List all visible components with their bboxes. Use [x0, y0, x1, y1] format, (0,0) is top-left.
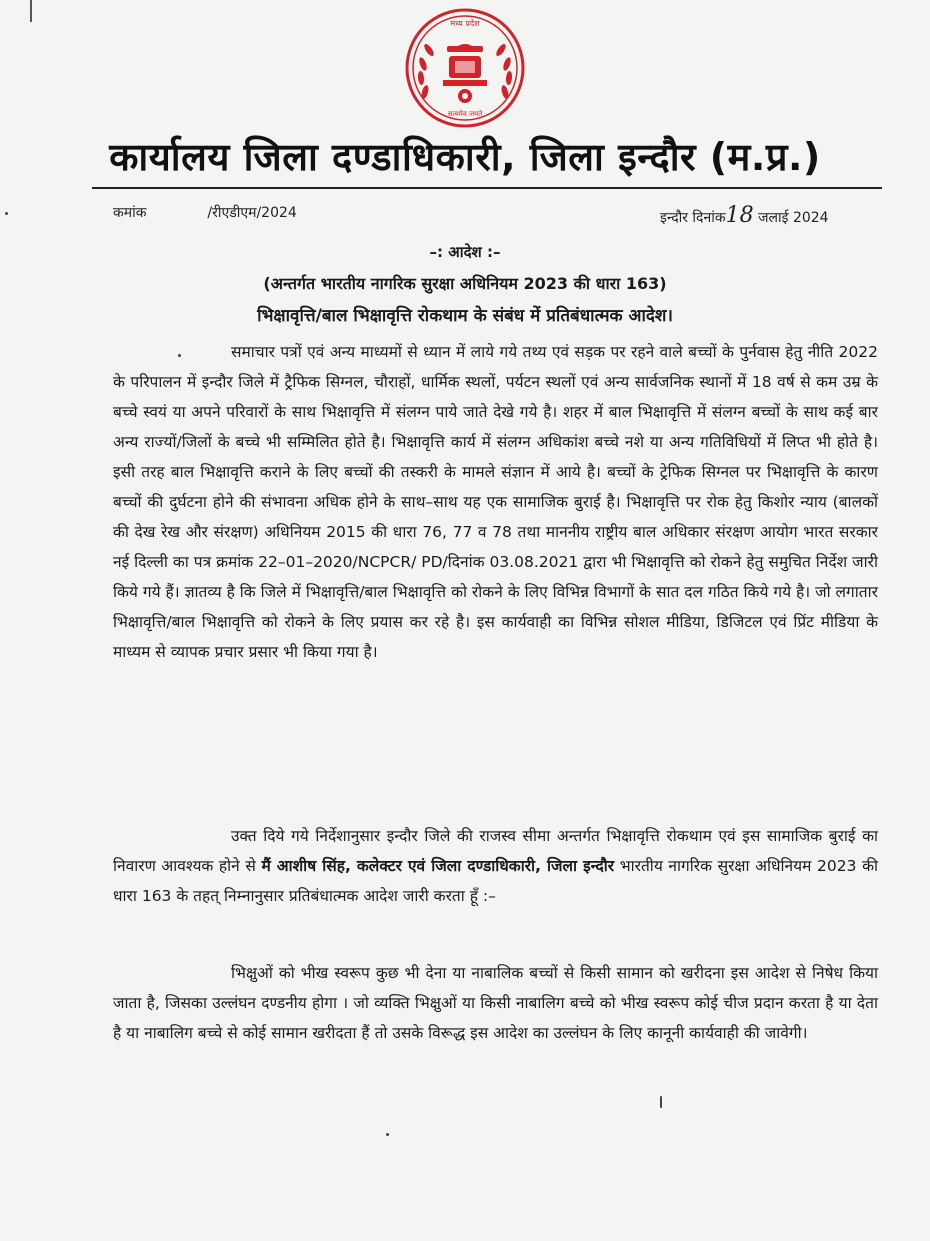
collector-name: मैं आशीष सिंह, कलेक्टर एवं जिला दण्डाधिकारी, जिला इन्दौर: [261, 857, 615, 875]
order-heading: –: आदेश :–: [429, 243, 501, 261]
body-paragraph-2: [113, 821, 878, 911]
seal-bottom-text: सत्यमेव जयते: [447, 110, 483, 118]
body-paragraph-3: [113, 958, 878, 1048]
order-subject: भिक्षावृत्ति/बाल भिक्षावृत्ति रोकथाम के संबंध में प्रतिबंधात्मक आदेश।: [257, 306, 673, 326]
act-reference: (अन्तर्गत भारतीय नागरिक सुरक्षा अधिनियम 2023 की धारा 163): [263, 274, 667, 293]
scan-speck: [386, 1133, 389, 1136]
paragraph-2-text-b: भारतीय नागरिक सुरक्षा अधिनियम 2023 की धारा 163 के तहत् निम्नानुसार प्रतिबंधात्मक आदेश जारी करता हूँ :–: [113, 857, 878, 905]
paragraph-2-text-a: उक्त दिये गये निर्देशानुसार इन्दौर जिले की राजस्व सीमा अन्तर्गत भिक्षावृत्ति रोकथाम एवं इस सामाजिक बुराई का निवारण आवश्यक होने से: [113, 827, 878, 875]
scan-speck: [178, 354, 181, 357]
paragraph-3-text: भिक्षुओं को भीख स्वरूप कुछ भी देना या नाबालिक बच्चों से किसी सामान को खरीदना इस आदेश से निषेध किया जाता है, जिसका उल्लंघन दण्डनीय होगा । जो व्यक्ति भिक्षुओं या किसी नाबालिग बच्चे को भीख स्वरूप कोई चीज प्रदान करता है या देता है या नाबालिग बच्चे से कोई सामान खरीदता हैं तो उसके विरूद्ध इस आदेश का उल्लंघन के लिए कानूनी कार्यवाही की जावेगी।: [113, 964, 878, 1042]
government-seal: [403, 6, 527, 130]
seal-top-text: मध्य प्रदेश: [450, 19, 480, 28]
scan-speck: [5, 212, 8, 215]
header-divider: [92, 187, 882, 189]
date-day-handwritten: 18: [725, 203, 754, 228]
scan-margin-mark: [30, 0, 32, 22]
seal-icon: [403, 6, 527, 130]
body-paragraph-1: [113, 337, 878, 667]
date-rest: जलाई 2024: [758, 210, 829, 226]
order-date: [660, 203, 829, 228]
ref-suffix: /रीएडीएम/2024: [207, 205, 297, 221]
paragraph-1-text: समाचार पत्रों एवं अन्य माध्यमों से ध्यान में लाये गये तथ्य एवं सड़क पर रहने वाले बच्चों के पुर्नवास हेतु नीति 2022 के परिपालन में इन्दौर जिले में ट्रैफिक सिग्नल, चौराहों, धार्मिक स्थलों, पर्यटन स्थलों एवं अन्य सार्वजनिक स्थानों में 18 वर्ष से कम उम्र के बच्चे स्वयं या अपने परिवारों के साथ भिक्षावृत्ति में संलग्न पाये जाते देखे गये है। शहर में बाल भिक्षावृत्ति में संलग्न बच्चों के साथ कई बार अन्य राज्यों/जिलों के बच्चे भी सम्मिलित होते है। भिक्षावृत्ति कार्य में संलग्न अधिकांश बच्चे नशे या अन्य गतिविधियों में लिप्त भी होते है। इसी तरह बाल भिक्षावृत्ति कराने के लिए बच्चों की तस्करी के मामले संज्ञान में आये है। बच्चों के ट्रेफिक सिग्नल पर भिक्षावृत्ति के कारण बच्चों की दुर्घटना होने की संभावना अधिक होने के साथ–साथ यह एक सामाजिक बुराई है। भिक्षावृत्ति पर रोक हेतु किशोर न्याय (बालकों की देख रेख और संरक्षण) अधिनियम 2015 की धारा 76, 77 व 78 तथा माननीय राष्ट्रीय बाल अधिकार संरक्षण आयोग भारत सरकार नई दिल्ली का पत्र क्रमांक 22–01–2020/NCPCR/ PD/दिनांक 03.08.2021 द्वारा भी भिक्षावृत्ति को रोकने हेतु समुचित निर्देश जारी किये गये हैं। ज्ञातव्य है कि जिले में भिक्षावृत्ति/बाल भिक्षावृत्ति को रोकने के लिए विभिन्न विभागों के सात दल गठित किये गये है। जो लगातार भिक्षावृत्ति/बाल भिक्षावृत्ति को रोकने के लिए प्रयास कर रहे है। इस कार्यवाही का विभिन्न सोशल मीडिया, डिजिटल एवं प्रिंट मीडिया के माध्यम से व्यापक प्रचार प्रसार भी किया गया है।: [113, 343, 878, 661]
date-prefix: इन्दौर दिनांक: [660, 210, 726, 226]
office-title: कार्यालय जिला दण्डाधिकारी, जिला इन्दौर (म.प्र.): [109, 135, 821, 179]
ref-prefix: कमांक: [113, 205, 147, 221]
reference-number: [113, 203, 297, 222]
scan-speck: [660, 1096, 662, 1108]
